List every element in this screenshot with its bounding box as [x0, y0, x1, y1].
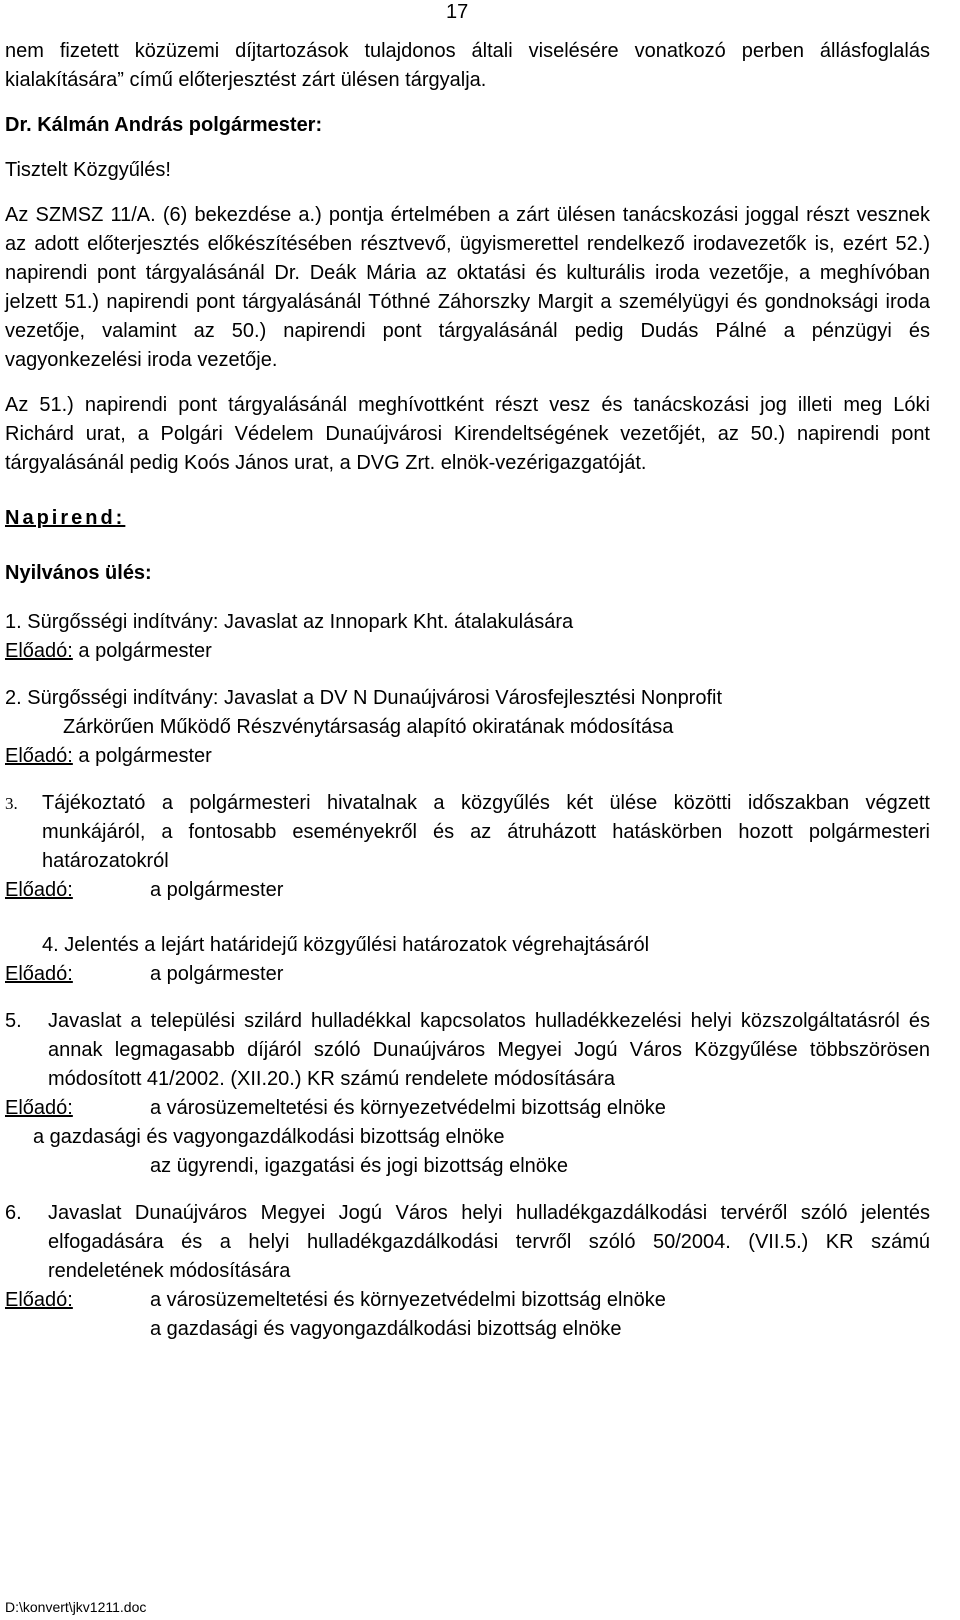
presenter-value-2: a gazdasági és vagyongazdálkodási bizottság elnöke: [150, 1318, 622, 1340]
agenda-item-number: 1.: [5, 611, 22, 633]
speaker-heading: Dr. Kálmán András polgármester:: [5, 114, 323, 136]
intro-paragraph: nem fizetett közüzemi díjtartozások tulajdonos általi viselésére vonatkozó perben állásfoglalás kialakítására” című előterjesztést zárt ülésen tárgyalja.: [5, 40, 930, 91]
presenter-value: a polgármester: [150, 879, 284, 901]
agenda-item-2-text-line-1: [5, 684, 930, 713]
agenda-item-title: Jelentés a lejárt határidejű közgyűlési határozatok végrehajtásáról: [64, 934, 650, 956]
agenda-item-number: 4.: [42, 934, 59, 956]
paragraph-invited-guests: Az 51.) napirendi pont tárgyalásánál meghívottként részt vesz és tanácskozási jog illeti meg Lóki Richárd urat, a Polgári Védelem Dunaújvárosi Kirendeltségének vezetőjét, az 50.) napirendi pont tárgyalásánál pedig Koós János urat, a DVG Zrt. elnök-vezérigazgatóját.: [5, 394, 930, 474]
agenda-item-6-text: Javaslat Dunaújváros Megyei Jogú Város helyi hulladékgazdálkodási tervéről szóló jelentés elfogadására és a helyi hulladékgazdálkodási tervről szóló 50/2004. (VII.5.) KR számú rendeletének módosítására: [48, 1202, 930, 1282]
agenda-item-4-presenter: [5, 960, 930, 989]
presenter-value: a polgármester: [150, 963, 284, 985]
agenda-item-6: [5, 1199, 930, 1344]
agenda-item-1-text: [5, 608, 930, 637]
agenda-item-title: Sürgősségi indítvány: Javaslat az Innopark Kht. átalakulására: [27, 611, 574, 633]
paragraph-invited-office-heads: Az SZMSZ 11/A. (6) bekezdése a.) pontja értelmében a zárt ülésen tanácskozási joggal részt vesznek az adott előterjesztés előkészítésében résztvevő, ügyismerettel rendelkező irodavezetők is, ezért 52.) napirendi pont tárgyalásánál Dr. Deák Mária az oktatási és kulturális iroda vezetője, a meghívóban jelzett 51.) napirendi pont tárgyalásánál Tóthné Záhorszky Margit a személyügyi és gondnoksági iroda vezetője, valamint az 50.) napirendi pont tárgyalásánál pedig Dudás Pálné a pénzügyi és vagyonkezelési iroda vezetője.: [5, 204, 930, 371]
agenda-item-number: 6.: [5, 1202, 22, 1224]
presenter-label: Előadó:: [5, 745, 73, 767]
agenda-item-5: [5, 1007, 930, 1181]
public-session-title: Nyilvános ülés:: [5, 562, 152, 584]
agenda-item-3-presenter: [5, 876, 930, 905]
presenter-label: Előadó:: [5, 1097, 73, 1119]
agenda-item-number: 5.: [5, 1010, 22, 1032]
agenda-item-2-text-line-2: Zárkörűen Működő Részvénytársaság alapító okiratának módosítása: [63, 716, 674, 738]
presenter-value-3: az ügyrendi, igazgatási és jogi bizottság elnöke: [150, 1155, 569, 1177]
agenda-item-number: 3.: [5, 794, 18, 813]
agenda-item-1: [5, 608, 930, 666]
presenter-label: Előadó:: [5, 1289, 73, 1311]
agenda-item-3: [5, 789, 930, 905]
file-path-footer: D:\konvert\jkv1211.doc: [5, 1599, 147, 1615]
presenter-value: a polgármester: [78, 640, 212, 662]
presenter-value-2: a gazdasági és vagyongazdálkodási bizottság elnöke: [33, 1126, 505, 1148]
agenda-item-4: [5, 931, 930, 989]
agenda-title: Napirend:: [5, 507, 126, 529]
agenda-item-2: [5, 684, 930, 771]
agenda-item-6-presenter: [5, 1286, 930, 1315]
presenter-value: a polgármester: [78, 745, 212, 767]
page-number: 17: [446, 1, 469, 23]
presenter-value: a városüzemeltetési és környezetvédelmi bizottság elnöke: [150, 1097, 666, 1119]
presenter-label: Előadó:: [5, 879, 73, 901]
presenter-label: Előadó:: [5, 963, 73, 985]
agenda-item-number: 2.: [5, 687, 22, 709]
agenda-item-2-presenter: [5, 742, 930, 771]
agenda-item-1-presenter: [5, 637, 930, 666]
agenda-item-4-text: [5, 931, 930, 960]
agenda-item-3-text: Tájékoztató a polgármesteri hivatalnak a közgyűlés két ülése közötti időszakban végzett munkájáról, a fontosabb eseményekről és az átruházott hatáskörben hozott polgármesteri határozatokról: [42, 792, 930, 872]
greeting: Tisztelt Közgyűlés!: [5, 159, 171, 181]
agenda-item-title: Sürgősségi indítvány: Javaslat a DV N Dunaújvárosi Városfejlesztési Nonprofit: [27, 687, 723, 709]
agenda-item-5-presenter: [5, 1094, 930, 1123]
document-body: [5, 37, 930, 1344]
presenter-value: a városüzemeltetési és környezetvédelmi bizottság elnöke: [150, 1289, 666, 1311]
presenter-label: Előadó:: [5, 640, 73, 662]
agenda-item-5-text: Javaslat a települési szilárd hulladékkal kapcsolatos hulladékkezelési helyi közszolgáltatásról és annak legmagasabb díjáról szóló Dunaújváros Megyei Jogú Város Közgyűlése többszörösen módosított 41/2002. (XII.20.) KR számú rendelete módosítására: [48, 1010, 930, 1090]
